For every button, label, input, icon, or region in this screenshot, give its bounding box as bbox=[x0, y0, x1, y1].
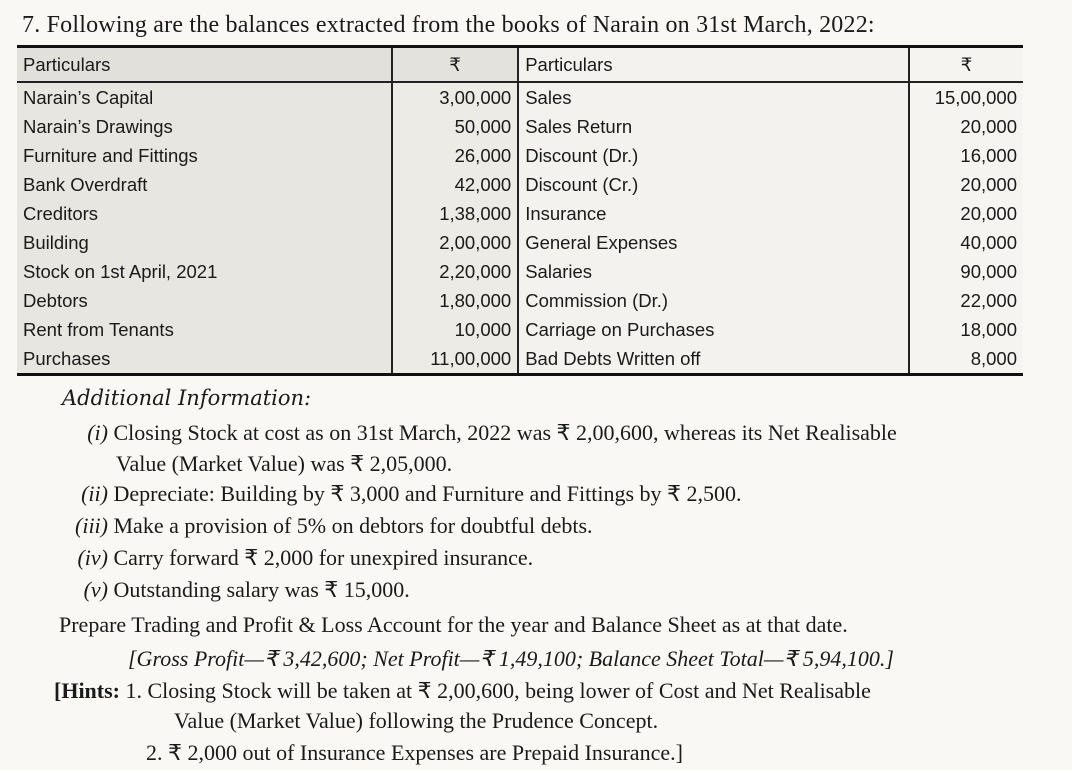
left-item: Narain’s Drawings bbox=[17, 112, 392, 141]
table-header-row bbox=[17, 47, 1023, 83]
info-item-3 bbox=[58, 513, 593, 539]
question-title bbox=[22, 12, 875, 39]
right-item: Sales bbox=[518, 82, 909, 112]
hint-1-continued: Value (Market Value) following the Prudence Concept. bbox=[174, 708, 659, 733]
left-item: Rent from Tenants bbox=[17, 315, 392, 344]
info-item-text: Outstanding salary was ₹ 15,000. bbox=[113, 577, 410, 602]
info-item-number: (i) bbox=[87, 420, 108, 445]
question-number: 7. bbox=[22, 12, 41, 38]
hint-2 bbox=[146, 740, 683, 766]
left-amount: 1,38,000 bbox=[392, 199, 518, 228]
table-row bbox=[17, 170, 1023, 199]
right-amount: 20,000 bbox=[909, 199, 1023, 228]
right-item: Bad Debts Written off bbox=[518, 344, 909, 375]
left-item: Debtors bbox=[17, 286, 392, 315]
info-item-4 bbox=[64, 545, 533, 571]
hint-text: ₹ 2,000 out of Insurance Expenses are Prepaid Insurance.] bbox=[168, 740, 683, 765]
answer-text: [Gross Profit—₹ 3,42,600; Net Profit—₹ 1,49,100; Balance Sheet Total—₹ 5,94,100.] bbox=[128, 646, 894, 671]
info-item-2 bbox=[66, 481, 742, 507]
table-row bbox=[17, 82, 1023, 112]
left-item: Stock on 1st April, 2021 bbox=[17, 257, 392, 286]
right-amount: 90,000 bbox=[909, 257, 1023, 286]
question-text: Following are the balances extracted from the books of Narain on 31st March, 2022: bbox=[46, 12, 875, 38]
table-row bbox=[17, 112, 1023, 141]
header-amount-right: ₹ bbox=[909, 47, 1023, 83]
left-item: Narain’s Capital bbox=[17, 82, 392, 112]
left-amount: 2,20,000 bbox=[392, 257, 518, 286]
right-item: General Expenses bbox=[518, 228, 909, 257]
left-amount: 3,00,000 bbox=[392, 82, 518, 112]
info-item-number: (v) bbox=[83, 577, 108, 602]
right-amount: 20,000 bbox=[909, 170, 1023, 199]
hint-number: 1. bbox=[125, 678, 142, 703]
info-item-1 bbox=[78, 420, 897, 446]
info-item-number: (ii) bbox=[81, 481, 108, 506]
info-item-number: (iii) bbox=[75, 513, 108, 538]
table-row bbox=[17, 141, 1023, 170]
left-amount: 42,000 bbox=[392, 170, 518, 199]
table-row bbox=[17, 344, 1023, 375]
table-row bbox=[17, 315, 1023, 344]
right-amount: 20,000 bbox=[909, 112, 1023, 141]
right-amount: 18,000 bbox=[909, 315, 1023, 344]
right-amount: 15,00,000 bbox=[909, 82, 1023, 112]
hints-label: [Hints: bbox=[54, 678, 120, 703]
right-amount: 40,000 bbox=[909, 228, 1023, 257]
table-row bbox=[17, 257, 1023, 286]
right-item: Discount (Cr.) bbox=[518, 170, 909, 199]
hint-number: 2. bbox=[146, 740, 163, 765]
left-amount: 10,000 bbox=[392, 315, 518, 344]
balances-table bbox=[17, 45, 1023, 376]
hint-1 bbox=[54, 678, 871, 704]
additional-info-heading: Additional Information: bbox=[62, 386, 312, 410]
left-amount: 11,00,000 bbox=[392, 344, 518, 375]
info-item-text: Make a provision of 5% on debtors for doubtful debts. bbox=[113, 513, 593, 538]
header-amount-left: ₹ bbox=[392, 47, 518, 83]
info-item-text: Depreciate: Building by ₹ 3,000 and Furniture and Fittings by ₹ 2,500. bbox=[113, 481, 742, 506]
table-row bbox=[17, 286, 1023, 315]
hint-text: Closing Stock will be taken at ₹ 2,00,600, being lower of Cost and Net Realisable bbox=[147, 678, 871, 703]
right-item: Salaries bbox=[518, 257, 909, 286]
table-row bbox=[17, 199, 1023, 228]
right-item: Commission (Dr.) bbox=[518, 286, 909, 315]
left-amount: 1,80,000 bbox=[392, 286, 518, 315]
left-item: Bank Overdraft bbox=[17, 170, 392, 199]
header-particulars-left: Particulars bbox=[17, 47, 392, 83]
right-amount: 22,000 bbox=[909, 286, 1023, 315]
right-item: Insurance bbox=[518, 199, 909, 228]
left-amount: 26,000 bbox=[392, 141, 518, 170]
left-item: Furniture and Fittings bbox=[17, 141, 392, 170]
info-item-text: Carry forward ₹ 2,000 for unexpired insurance. bbox=[113, 545, 534, 570]
info-item-1-continued: Value (Market Value) was ₹ 2,05,000. bbox=[116, 451, 453, 476]
info-item-text: Closing Stock at cost as on 31st March, 2022 was ₹ 2,00,600, whereas its Net Realisable bbox=[113, 420, 897, 445]
left-amount: 50,000 bbox=[392, 112, 518, 141]
info-item-number: (iv) bbox=[77, 545, 108, 570]
table-row bbox=[17, 228, 1023, 257]
left-item: Purchases bbox=[17, 344, 392, 375]
header-particulars-right: Particulars bbox=[518, 47, 909, 83]
right-amount: 8,000 bbox=[909, 344, 1023, 375]
instruction-text: Prepare Trading and Profit & Loss Account for the year and Balance Sheet as at that date. bbox=[59, 612, 848, 637]
info-item-5 bbox=[70, 577, 410, 603]
right-item: Carriage on Purchases bbox=[518, 315, 909, 344]
right-item: Sales Return bbox=[518, 112, 909, 141]
right-item: Discount (Dr.) bbox=[518, 141, 909, 170]
right-amount: 16,000 bbox=[909, 141, 1023, 170]
left-item: Creditors bbox=[17, 199, 392, 228]
left-amount: 2,00,000 bbox=[392, 228, 518, 257]
left-item: Building bbox=[17, 228, 392, 257]
